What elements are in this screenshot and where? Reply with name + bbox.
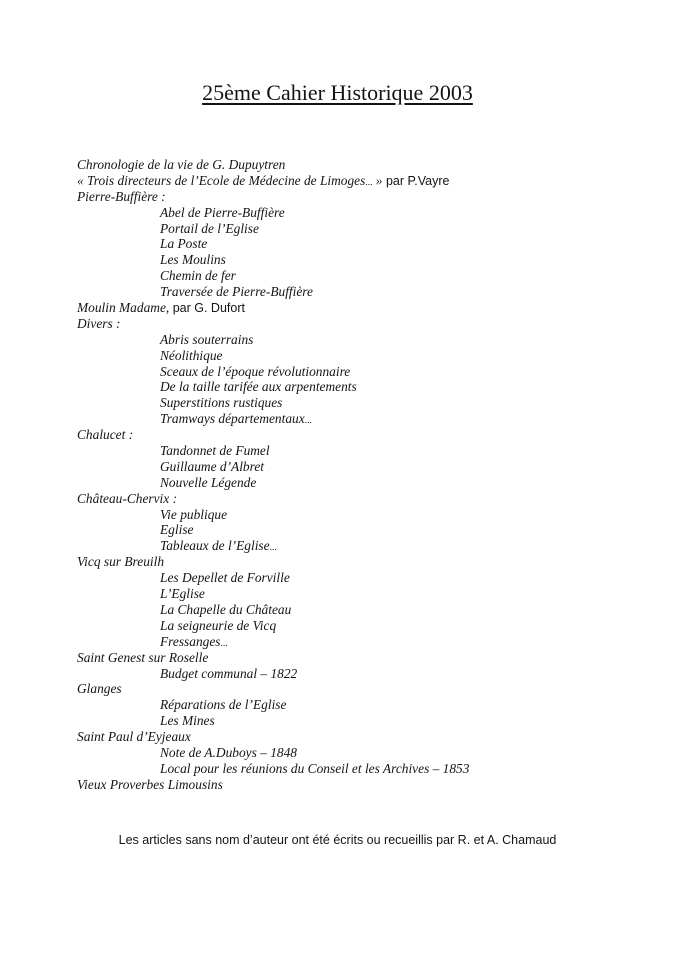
toc-entry: [77, 650, 637, 666]
toc-entry-text: Les Moulins: [160, 252, 226, 268]
toc-subentry: [77, 332, 637, 348]
toc-subentry: [77, 364, 637, 380]
toc-entry-text: Vicq sur Breuilh: [77, 554, 165, 570]
toc-entry-text: L’Eglise: [160, 586, 205, 602]
toc-subentry: [77, 205, 637, 221]
toc-entry-text: Glanges: [77, 681, 122, 697]
toc-entry: [77, 729, 637, 745]
toc-subentry: [77, 379, 637, 395]
toc-entry-text: Local pour les réunions du Conseil et les Archives – 1853: [160, 760, 470, 776]
toc-entry-author: par P.Vayre: [382, 173, 450, 188]
toc-subentry: [77, 745, 637, 761]
toc-subentry: [77, 697, 637, 713]
toc-entry-text: De la taille tarifée aux arpentements: [160, 379, 357, 395]
toc-subentry: [77, 713, 637, 729]
toc-subentry: [77, 348, 637, 364]
toc-subentry: [77, 618, 637, 634]
toc-subentry: [77, 570, 637, 586]
toc-entry-text: Vie publique: [160, 506, 228, 522]
toc-entry-text: Abel de Pierre-Buffière: [160, 204, 285, 220]
toc-entry: [77, 554, 637, 570]
toc-entry-text: La Chapelle du Château: [160, 601, 292, 617]
toc-entry-text: La seigneurie de Vicq: [160, 617, 277, 633]
toc-subentry: [77, 475, 637, 491]
toc-entry-closing-quote: »: [372, 172, 383, 188]
toc-entry-text: Tableaux de l’Eglise: [160, 538, 270, 554]
toc-entry-text: Chalucet :: [77, 427, 134, 443]
toc-entry-text: Les Depellet de Forville: [160, 570, 290, 586]
toc-ellipsis: ...: [304, 416, 312, 427]
toc-subentry: [77, 459, 637, 475]
toc-entry-text: Les Mines: [160, 713, 215, 729]
toc-subentry: [77, 252, 637, 268]
toc-entry-text: Budget communal – 1822: [160, 665, 298, 681]
toc-entry: [77, 300, 637, 316]
toc-entry-text: « Trois directeurs de l’Ecole de Médecine de Limoges: [77, 172, 366, 188]
toc-entry-text: Néolithique: [160, 347, 223, 363]
toc-entry-text: Abris souterrains: [160, 331, 254, 347]
toc-entry: [77, 427, 637, 443]
toc-entry-text: Chronologie de la vie de G. Dupuytren: [77, 157, 286, 172]
authorship-note: Les articles sans nom d’auteur ont été écrits ou recueillis par R. et A. Chamaud: [118, 833, 557, 847]
toc-entry-text: Chemin de fer: [160, 268, 236, 284]
toc-entry-text: Eglise: [160, 522, 194, 538]
toc-entry: [77, 491, 637, 507]
toc-ellipsis: ...: [220, 638, 228, 649]
toc-entry-text: Fressanges: [160, 633, 221, 649]
toc-entry: [77, 189, 637, 205]
toc-subentry: [77, 411, 637, 427]
toc-subentry: [77, 761, 637, 777]
toc-entry-text: Réparations de l’Eglise: [160, 697, 287, 713]
toc-entry: [77, 316, 637, 332]
page-title: 25ème Cahier Historique 2003: [202, 80, 473, 105]
toc-entry: [77, 173, 637, 189]
toc-entry-text: Note de A.Duboys – 1848: [160, 744, 297, 760]
toc-entry-author: par G. Dufort: [169, 301, 245, 316]
toc-subentry: [77, 236, 637, 252]
toc-entry-text: Sceaux de l’époque révolutionnaire: [160, 363, 351, 379]
toc-subentry: [77, 602, 637, 618]
toc-entry-text: Nouvelle Légende: [160, 474, 257, 490]
toc-entry-text: Portail de l’Eglise: [160, 220, 259, 236]
table-of-contents: [77, 157, 637, 793]
toc-subentry: [77, 507, 637, 523]
toc-entry: [77, 777, 637, 793]
toc-ellipsis: ...: [365, 177, 373, 188]
toc-entry-text: Château-Chervix :: [77, 490, 178, 506]
toc-entry: [77, 681, 637, 697]
toc-entry-text: La Poste: [160, 236, 208, 252]
toc-subentry: [77, 666, 637, 682]
toc-subentry: [77, 284, 637, 300]
toc-subentry: [77, 634, 637, 650]
toc-subentry: [77, 395, 637, 411]
toc-subentry: [77, 221, 637, 237]
toc-entry-text: Saint Paul d’Eyjeaux: [77, 729, 191, 745]
toc-entry-text: Divers :: [77, 315, 121, 331]
toc-entry-text: Vieux Proverbes Limousins: [77, 776, 223, 792]
toc-entry-text: Saint Genest sur Roselle: [77, 649, 209, 665]
toc-entry-text: Traversée de Pierre-Buffière: [160, 284, 313, 300]
toc-entry-text: Tramways départementaux: [160, 411, 305, 427]
toc-subentry: [77, 586, 637, 602]
toc-entry-text: Moulin Madame,: [77, 300, 170, 316]
toc-ellipsis: ...: [269, 543, 277, 554]
toc-entry-text: Superstitions rustiques: [160, 395, 283, 411]
toc-subentry: [77, 443, 637, 459]
toc-entry: [77, 157, 637, 173]
toc-subentry: [77, 538, 637, 554]
toc-entry-text: Pierre-Buffière :: [77, 188, 166, 204]
toc-subentry: [77, 522, 637, 538]
toc-entry-text: Tandonnet de Fumel: [160, 443, 270, 459]
toc-subentry: [77, 268, 637, 284]
toc-entry-text: Guillaume d’Albret: [160, 458, 265, 474]
